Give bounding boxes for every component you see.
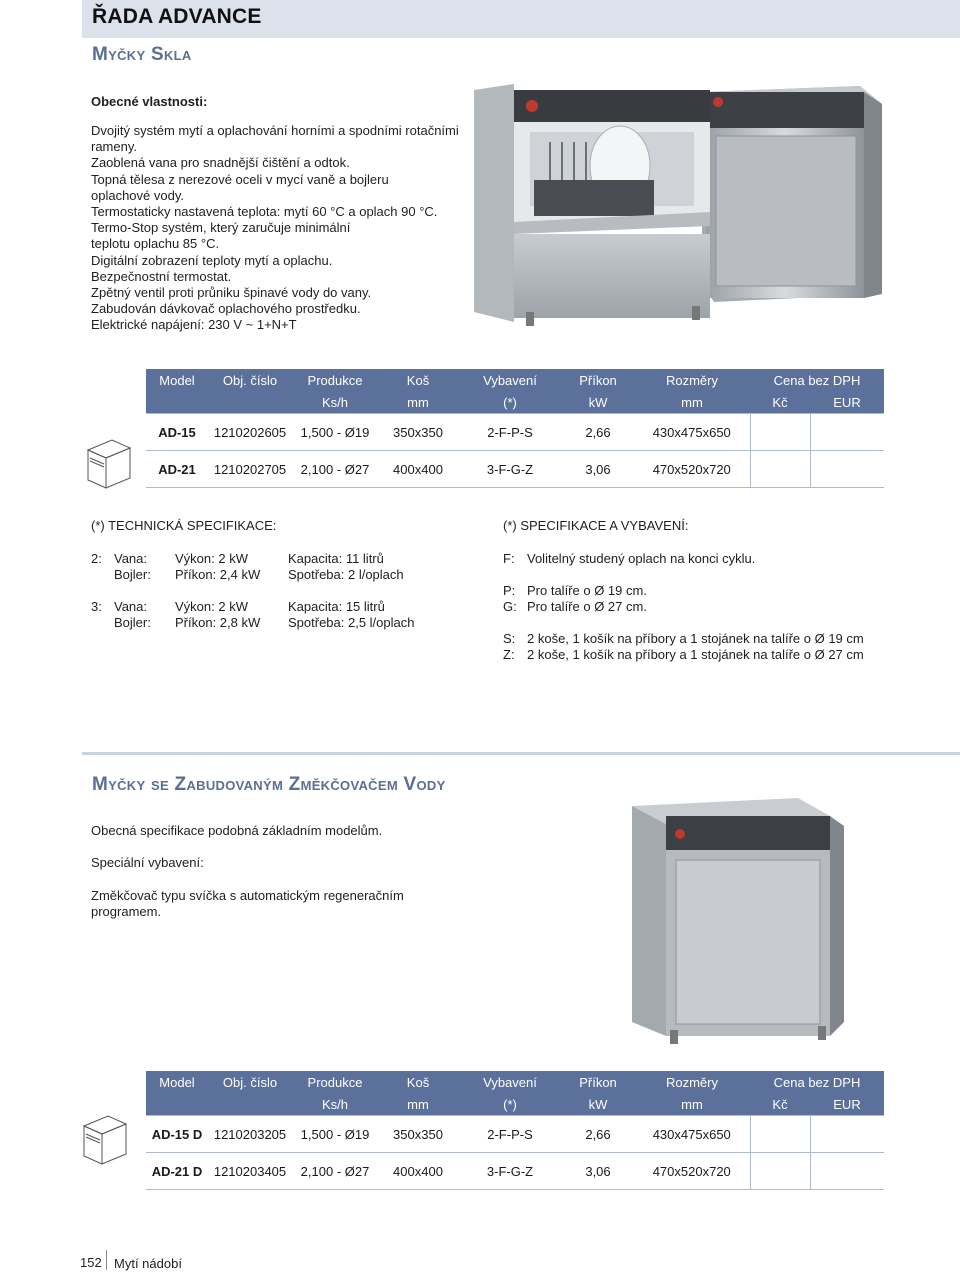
- table-cell: [750, 1116, 810, 1153]
- table-cell: 470x520x720: [634, 1153, 750, 1190]
- table-cell: 1210202605: [208, 414, 292, 451]
- list-item: teplotu oplachu 85 °C.: [91, 236, 220, 252]
- dishwasher-outline-icon: [78, 1112, 130, 1170]
- table-cell: 350x350: [378, 1116, 458, 1153]
- col-header-production: Produkce: [307, 372, 363, 388]
- spec-num: 2:: [91, 551, 102, 566]
- table-cell: [750, 451, 810, 488]
- spec-value: Spotřeba: 2,5 l/oplach: [288, 615, 415, 630]
- col-header-price: Cena bez DPH: [773, 1074, 861, 1090]
- table-cell: 3-F-G-Z: [458, 451, 562, 488]
- col-subheader: kW: [588, 394, 608, 410]
- list-item: Dvojitý systém mytí a oplachování horními a spodními rotačními: [91, 123, 459, 138]
- table-cell: 2,66: [562, 1116, 634, 1153]
- section2-text: Obecná specifikace podobná základním modelům.: [91, 823, 383, 838]
- table-cell-model: AD-21: [146, 451, 208, 488]
- table-cell: [750, 414, 810, 451]
- dishwasher-outline-icon: [82, 436, 134, 494]
- equip-code: S:: [503, 631, 516, 646]
- page-number: 152: [80, 1255, 102, 1270]
- col-header-basket: Koš: [406, 372, 430, 388]
- equip-desc: 2 koše, 1 košík na příbory a 1 stojánek na talíře o Ø 19 cm: [527, 631, 864, 646]
- col-subheader: [208, 391, 292, 414]
- section2-text: Změkčovač typu svíčka s automatickým regeneračním: [91, 888, 404, 903]
- col-subheader: EUR: [833, 1096, 861, 1112]
- section-title-glass-washers: Myčky Skla: [92, 44, 192, 65]
- table-cell: 470x520x720: [634, 451, 750, 488]
- equip-code: F:: [503, 551, 515, 566]
- section-divider: [82, 752, 960, 755]
- spec-value: Příkon: 2,4 kW: [175, 567, 261, 582]
- table-cell: 3,06: [562, 1153, 634, 1190]
- spec-num: 3:: [91, 599, 102, 614]
- list-item: Zpětný ventil proti průniku špinavé vody do vany.: [91, 285, 372, 301]
- list-item: Bezpečnostní termostat.: [91, 268, 232, 284]
- model-table-2: [146, 1071, 884, 1190]
- col-subheader: [146, 1093, 208, 1116]
- spec-value: Výkon: 2 kW: [175, 551, 248, 566]
- equip-spec-heading: (*) SPECIFIKACE A VYBAVENÍ:: [503, 518, 689, 533]
- table-cell-model: AD-15: [146, 414, 208, 451]
- table-cell: 2,100 - Ø27: [292, 451, 378, 488]
- col-subheader: mm: [681, 394, 703, 410]
- col-header-price: Cena bez DPH: [773, 372, 861, 388]
- table-cell: 3-F-G-Z: [458, 1153, 562, 1190]
- col-subheader: EUR: [833, 394, 861, 410]
- section2-text: Speciální vybavení:: [91, 855, 204, 870]
- list-item: Termostaticky nastavená teplota: mytí 60 °C a oplach 90 °C.: [91, 204, 438, 220]
- spec-value: Spotřeba: 2 l/oplach: [288, 567, 404, 582]
- col-subheader: mm: [681, 1096, 703, 1112]
- col-subheader: mm: [407, 1096, 429, 1112]
- table-cell: 3,06: [562, 451, 634, 488]
- page-label: Mytí nádobí: [114, 1256, 182, 1271]
- table-cell: 430x475x650: [634, 414, 750, 451]
- general-heading: Obecné vlastnosti:: [91, 94, 208, 109]
- equip-code: P:: [503, 583, 516, 598]
- col-subheader: Ks/h: [321, 1096, 348, 1112]
- spec-value: Kapacita: 11 litrů: [288, 551, 384, 566]
- col-subheader: mm: [407, 394, 429, 410]
- list-item: Termo-Stop systém, který zaručuje minimální: [91, 220, 351, 236]
- spec-value: Příkon: 2,8 kW: [175, 615, 261, 630]
- col-header-equipment: Vybavení: [483, 372, 537, 388]
- table-cell: [810, 1153, 884, 1190]
- col-header-basket: Koš: [406, 1074, 430, 1090]
- col-header-dimensions: Rozměry: [665, 1074, 718, 1090]
- col-header-power: Příkon: [579, 1074, 617, 1090]
- dishwasher-softener-photo: [618, 786, 858, 1048]
- col-subheader: (*): [503, 1096, 517, 1112]
- col-subheader: Kč: [772, 394, 788, 410]
- col-header-equipment: Vybavení: [483, 1074, 537, 1090]
- list-item: oplachové vody.: [91, 187, 184, 203]
- table-cell: [750, 1153, 810, 1190]
- col-subheader: Ks/h: [321, 394, 348, 410]
- equip-desc: 2 koše, 1 košík na příbory a 1 stojánek na talíře o Ø 27 cm: [527, 647, 864, 662]
- table-cell: 430x475x650: [634, 1116, 750, 1153]
- table-cell: [810, 1116, 884, 1153]
- table-cell: 2-F-P-S: [458, 414, 562, 451]
- col-header-model: Model: [159, 372, 195, 388]
- series-title: ŘADA ADVANCE: [92, 5, 262, 28]
- spec-value: Kapacita: 15 litrů: [288, 599, 385, 614]
- equip-code: Z:: [503, 647, 515, 662]
- table-cell: 1,500 - Ø19: [292, 1116, 378, 1153]
- equip-desc: Pro talíře o Ø 27 cm.: [527, 599, 647, 614]
- col-subheader: [146, 391, 208, 414]
- list-item: Zabudován dávkovač oplachového prostředku.: [91, 301, 361, 317]
- list-item: Digitální zobrazení teploty mytí a oplachu.: [91, 252, 333, 268]
- spec-label: Bojler:: [114, 615, 151, 630]
- table-cell: 1210203205: [208, 1116, 292, 1153]
- col-header-order-no: Obj. číslo: [222, 1074, 278, 1090]
- footer-separator: [106, 1250, 107, 1270]
- table-cell: 2-F-P-S: [458, 1116, 562, 1153]
- spec-value: Výkon: 2 kW: [175, 599, 248, 614]
- table-cell: 350x350: [378, 414, 458, 451]
- col-header-production: Produkce: [307, 1074, 363, 1090]
- feature-list: [91, 123, 471, 334]
- col-header-dimensions: Rozměry: [665, 372, 718, 388]
- table-cell: [810, 451, 884, 488]
- col-subheader: Kč: [772, 1096, 788, 1112]
- section-title-softener: Myčky se Zabudovaným Změkčovačem Vody: [92, 774, 446, 795]
- table-cell: 1210203405: [208, 1153, 292, 1190]
- list-item: Zaoblená vana pro snadnější čištění a odtok.: [91, 155, 350, 171]
- equip-code: G:: [503, 599, 517, 614]
- table-cell: 1,500 - Ø19: [292, 414, 378, 451]
- col-subheader: [208, 1093, 292, 1116]
- table-cell: [810, 414, 884, 451]
- list-item: rameny.: [91, 139, 137, 155]
- table-cell: 400x400: [378, 1153, 458, 1190]
- col-subheader: kW: [588, 1096, 608, 1112]
- list-item: Topná tělesa z nerezové oceli v mycí vaně a bojleru: [91, 171, 389, 187]
- equip-desc: Pro talíře o Ø 19 cm.: [527, 583, 647, 598]
- col-header-order-no: Obj. číslo: [222, 372, 278, 388]
- col-header-model: Model: [159, 1074, 195, 1090]
- col-header-power: Příkon: [579, 372, 617, 388]
- spec-label: Vana:: [114, 551, 148, 566]
- spec-label: Vana:: [114, 599, 148, 614]
- model-table-1: [146, 369, 884, 488]
- table-cell: 400x400: [378, 451, 458, 488]
- table-cell: 1210202705: [208, 451, 292, 488]
- dishwasher-photo: [470, 84, 910, 340]
- section2-text: programem.: [91, 904, 162, 919]
- table-cell: 2,66: [562, 414, 634, 451]
- col-subheader: (*): [503, 394, 517, 410]
- table-cell-model: AD-21 D: [146, 1153, 208, 1190]
- table-cell: 2,100 - Ø27: [292, 1153, 378, 1190]
- equip-desc: Volitelný studený oplach na konci cyklu.: [527, 551, 756, 566]
- list-item: Elektrické napájení: 230 V ~ 1+N+T: [91, 317, 297, 333]
- table-cell-model: AD-15 D: [146, 1116, 208, 1153]
- tech-spec-heading: (*) TECHNICKÁ SPECIFIKACE:: [91, 518, 277, 533]
- spec-label: Bojler:: [114, 567, 151, 582]
